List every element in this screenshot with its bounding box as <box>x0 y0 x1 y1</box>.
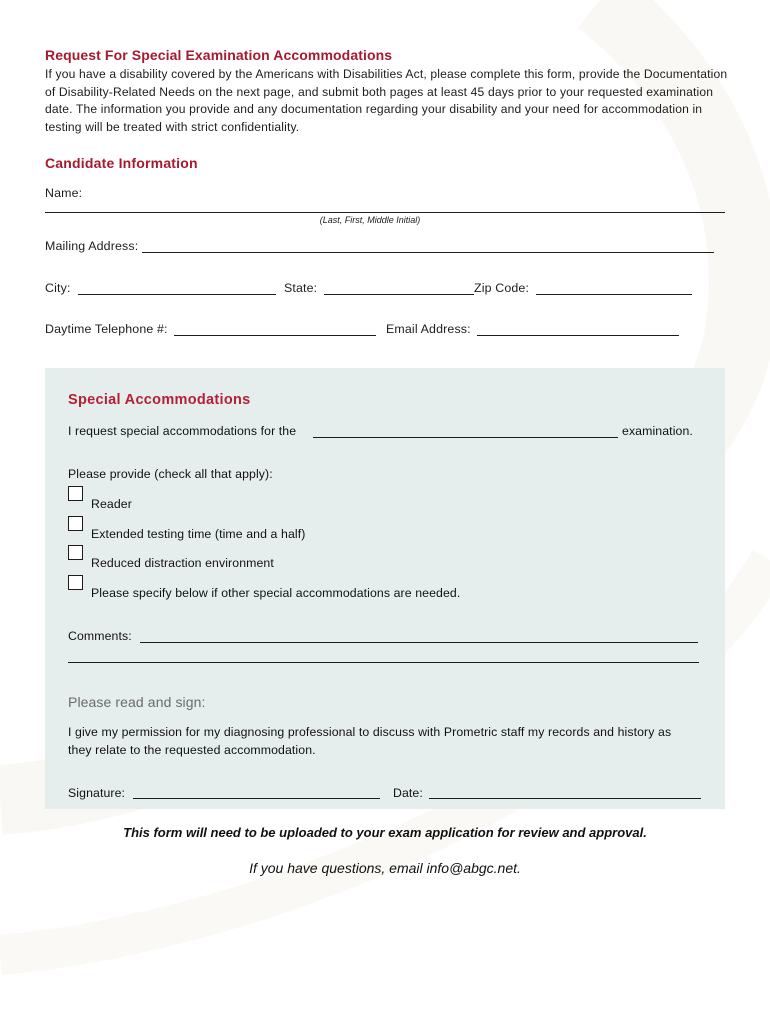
name-format-hint: (Last, First, Middle Initial) <box>319 215 421 225</box>
intro-paragraph: If you have a disability covered by the Americans with Disabilities Act, please complete this form, provide the Documentation of Disability-Related Needs on the next page, and submit both pages at least 45 days prior to your requested examination date. The information you provide and any documentation regarding your disability and your need for accommodation in testing will be treated with strict confidentiality. <box>45 67 728 134</box>
permission-text-line-2: they relate to the requested accommodation. <box>68 743 316 757</box>
extended-time-option-label: Extended testing time (time and a half) <box>91 527 306 541</box>
phone-row <box>45 322 376 336</box>
examination-name-field[interactable] <box>313 437 618 438</box>
date-label: Date: <box>393 786 423 800</box>
upload-note: This form will need to be uploaded to your exam application for review and approval. <box>123 825 647 840</box>
city-field[interactable] <box>78 282 276 295</box>
provide-label: Please provide (check all that apply): <box>68 467 273 481</box>
reader-option-label: Reader <box>91 497 132 511</box>
reader-checkbox[interactable] <box>68 486 83 501</box>
comments-label: Comments: <box>68 629 132 643</box>
telephone-field[interactable] <box>174 323 376 336</box>
email-row <box>386 322 679 336</box>
mailing-address-field[interactable] <box>142 240 714 253</box>
mailing-address-row <box>45 239 714 253</box>
form-title: Request For Special Examination Accommodations <box>45 47 393 63</box>
questions-contact: If you have questions, email info@abgc.net. <box>249 860 521 876</box>
comments-field-line-1[interactable] <box>140 642 698 643</box>
request-suffix: examination. <box>622 424 693 438</box>
date-field[interactable] <box>429 798 701 799</box>
city-label: City: <box>45 281 71 295</box>
state-row <box>284 281 474 295</box>
state-label: State: <box>284 281 318 295</box>
signature-field[interactable] <box>133 798 380 799</box>
permission-text-line-1: I give my permission for my diagnosing professional to discuss with Prometric staff my records and history as <box>68 725 672 739</box>
name-label: Name: <box>45 186 83 200</box>
other-accommodations-checkbox[interactable] <box>68 575 83 590</box>
read-and-sign-heading: Please read and sign: <box>68 694 206 710</box>
comments-field-line-2[interactable] <box>68 662 699 663</box>
request-prefix: I request special accommodations for the <box>68 424 297 438</box>
mailing-address-label: Mailing Address: <box>45 239 139 253</box>
zip-row <box>474 281 692 295</box>
city-row <box>45 281 276 295</box>
email-address-label: Email Address: <box>386 322 471 336</box>
telephone-label: Daytime Telephone #: <box>45 322 168 336</box>
name-field[interactable] <box>45 212 725 213</box>
extended-time-checkbox[interactable] <box>68 516 83 531</box>
state-field[interactable] <box>324 282 474 295</box>
reduced-distraction-option-label: Reduced distraction environment <box>91 556 274 570</box>
reduced-distraction-checkbox[interactable] <box>68 545 83 560</box>
special-accommodations-heading: Special Accommodations <box>68 392 251 408</box>
zip-code-label: Zip Code: <box>474 281 530 295</box>
candidate-information-heading: Candidate Information <box>45 155 198 171</box>
other-accommodations-option-label: Please specify below if other special accommodations are needed. <box>91 586 461 600</box>
signature-label: Signature: <box>68 786 126 800</box>
zip-code-field[interactable] <box>536 282 692 295</box>
email-address-field[interactable] <box>477 323 679 336</box>
